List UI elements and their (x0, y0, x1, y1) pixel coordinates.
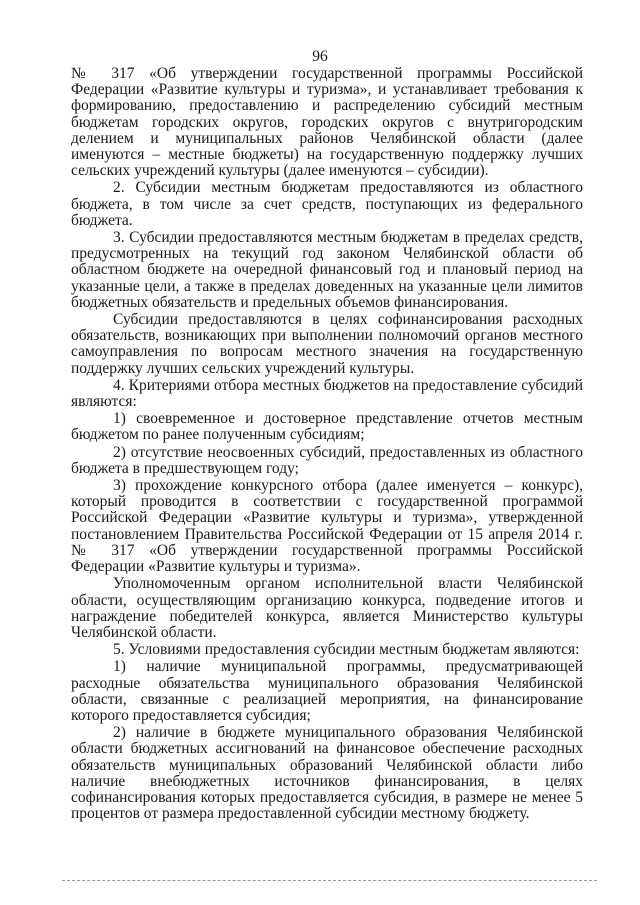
page-number: 96 (312, 48, 328, 65)
paragraph-criterion-3: 3) прохождение конкурсного отбора (далее именуется – конкурс), который проводится в соответствии с государственной программой Российской Федерации «Развитие культуры и туризма», утвержденной постановлением Правительства Российской Федерации от 15 апреля 2014 г. № 317 «Об утверждении государственной программы Российской Федерации «Развитие культуры и туризма». (71, 477, 583, 576)
paragraph-item-2: 2. Субсидии местным бюджетам предоставляются из областного бюджета, в том числе за счет средств, поступающих из федерального бюджета. (71, 179, 583, 229)
paragraph-authorized-body: Уполномоченным органом исполнительной власти Челябинской области, осуществляющим организацию конкурса, подведение итогов и награждение победителей конкурса, является Министерство культуры Челябинской области. (71, 575, 583, 641)
paragraph-criterion-2: 2) отсутствие неосвоенных субсидий, предоставленных из областного бюджета в предшествующем году; (71, 443, 583, 477)
paragraph-item-3: 3. Субсидии предоставляются местным бюджетам в пределах средств, предусмотренных на текущий год законом Челябинской области об областном бюджете на очередной финансовый год и плановый период на указанные цели, а также в пределах доведенных на указанные цели лимитов бюджетных обязательств и предельных объемов финансирования. (71, 229, 583, 311)
paragraph-criterion-1: 1) своевременное и достоверное представление отчетов местным бюджетом по ранее полученным субсидиям; (71, 410, 583, 444)
document-body (71, 66, 583, 822)
paragraph-item-4: 4. Критериями отбора местных бюджетов на предоставление субсидий являются: (71, 376, 583, 411)
bottom-divider (62, 880, 597, 881)
paragraph-item-5: 5. Условиями предоставления субсидии местным бюджетам являются: (113, 641, 580, 659)
paragraph-condition-2: 2) наличие в бюджете муниципального образования Челябинской области бюджетных ассигнований на финансовое обеспечение расходных обязательств муниципальных образований Челябинской области либо наличие внебюджетных источников финансирования, в целях софинансирования которых предоставляется субсидия, в размере не менее 5 процентов от размера предоставленной субсидии местному бюджету. (71, 724, 583, 823)
paragraph-cofinancing: Субсидии предоставляются в целях софинансирования расходных обязательств, возникающих при выполнении полномочий органов местного самоуправления по вопросам местного значения на государственную поддержку лучших сельских учреждений культуры. (71, 311, 583, 377)
paragraph-intro-continuation: № 317 «Об утверждении государственной программы Российской Федерации «Развитие культуры и туризма», и устанавливает требования к формированию, предоставлению и распределению субсидий местным бюджетам городских округов, городских округов с внутригородским делением и муниципальных районов Челябинской области (далее именуются – местные бюджеты) на государственную поддержку лучших сельских учреждений культуры (далее именуются – субсидии). (71, 65, 583, 180)
paragraph-condition-1: 1) наличие муниципальной программы, предусматривающей расходные обязательства муниципального образования Челябинской области, связанные с реализацией мероприятия, на финансирование которого предоставляется субсидия; (71, 658, 583, 724)
